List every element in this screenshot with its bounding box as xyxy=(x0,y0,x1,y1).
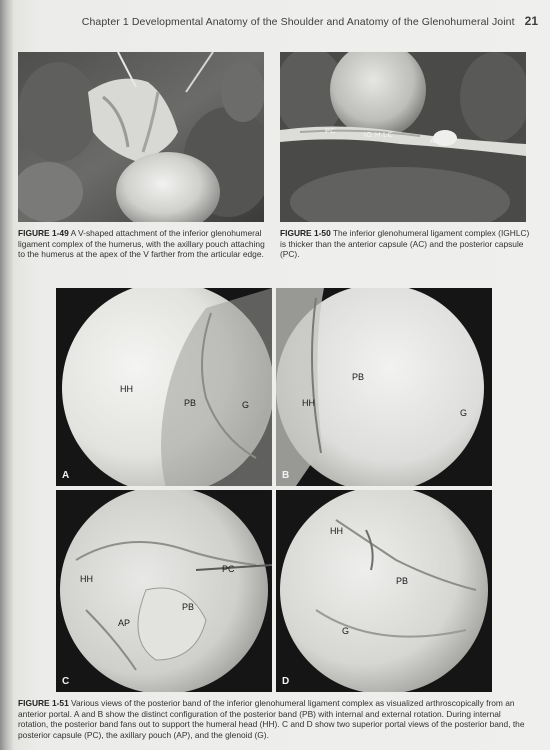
panel-c-hh-label: HH xyxy=(80,574,93,584)
figure-1-51-label: FIGURE 1-51 xyxy=(18,698,69,708)
panel-a-hh-label: HH xyxy=(120,384,133,394)
panel-c-pb-label: PB xyxy=(182,602,195,612)
figure-1-51-caption xyxy=(18,698,530,740)
figure-1-50-label: FIGURE 1-50 xyxy=(280,228,331,238)
panel-d-letter: D xyxy=(282,676,290,687)
chapter-title: Chapter 1 Developmental Anatomy of the Shoulder and Anatomy of the Glenohumeral Joint xyxy=(81,16,515,28)
figure-1-49-photo xyxy=(18,52,264,222)
figure-1-51-panel-d xyxy=(276,490,492,692)
panel-c-pc-label: PC xyxy=(222,564,235,574)
page-number: 21 xyxy=(524,14,538,28)
panel-d-pb-label: PB xyxy=(396,576,409,586)
figure-1-49-text: A V-shaped attachment of the inferior glenohumeral ligament complex of the humerus, with the axillary pouch attaching to the humerus at the apex of the V farther from the articular edge. xyxy=(18,228,265,260)
panel-c-ap-label: AP xyxy=(118,618,131,628)
bleed-through-text xyxy=(18,272,528,286)
ighlc-annotation: IG H LC xyxy=(364,130,394,139)
figure-1-50-text: The inferior glenohumeral ligament complex (IGHLC) is thicker than the anterior capsule (AC) and the posterior capsule (PC). xyxy=(280,228,530,260)
figure-1-49-label: FIGURE 1-49 xyxy=(18,228,69,238)
figure-1-50-caption xyxy=(280,228,530,260)
panel-a-pb-label: PB xyxy=(184,398,197,408)
figure-1-51-panel-a xyxy=(56,288,272,486)
running-header xyxy=(78,14,538,34)
figure-1-50-photo xyxy=(280,52,526,222)
figure-1-51-panel-b xyxy=(276,288,492,486)
panel-b-g-label: G xyxy=(460,408,468,418)
panel-a-g-label: G xyxy=(242,400,250,410)
figure-1-51-panel-c xyxy=(56,490,272,692)
panel-a-letter: A xyxy=(62,470,70,481)
panel-b-letter: B xyxy=(282,470,290,481)
panel-b-hh-label: HH xyxy=(302,398,315,408)
panel-c-letter: C xyxy=(62,676,70,687)
panel-d-hh-label: HH xyxy=(330,526,343,536)
ac-annotation: AC xyxy=(430,136,442,145)
figure-1-49-caption xyxy=(18,228,268,260)
panel-d-g-label: G xyxy=(342,626,350,636)
panel-b-pb-label: PB xyxy=(352,372,365,382)
pc-annotation: PC xyxy=(325,126,337,135)
figure-1-51-text: Various views of the posterior band of the inferior glenohumeral ligament complex as visualized arthroscopically from an anterior portal. A and B show the distinct configuration of the posterior band (PB) with internal and external rotation. During internal rotation, the posterior band fans out to support the humeral head (HH). C and D show two superior portal views of the posterior band, the posterior capsule (PC), the axillary pouch (AP), and the glenoid (G). xyxy=(18,698,525,740)
